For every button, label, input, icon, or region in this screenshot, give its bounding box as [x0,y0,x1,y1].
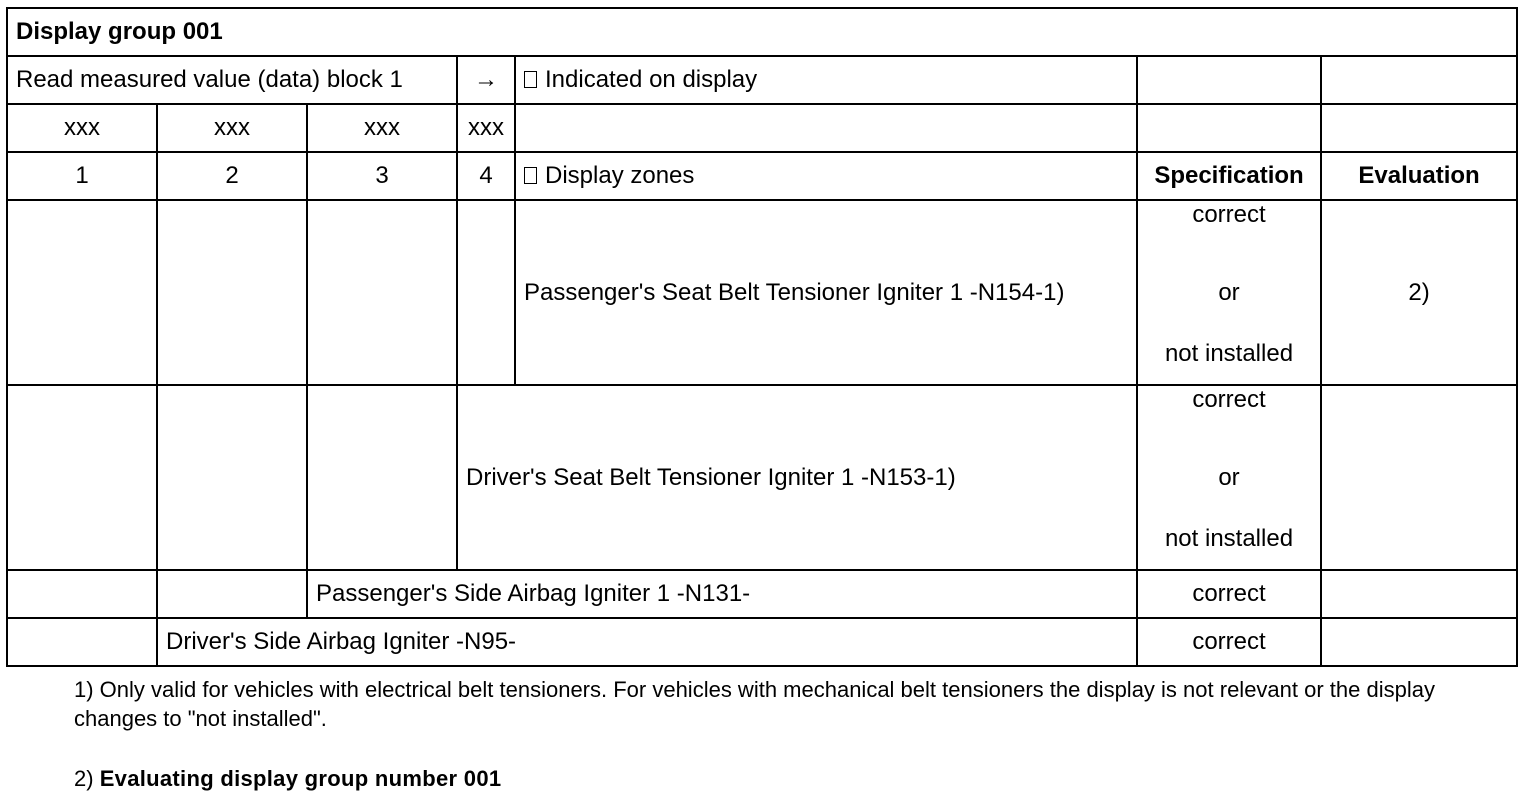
placeholder-2: xxx [157,104,307,152]
spec-value: not installed [1164,525,1294,552]
checkbox-square-icon [524,71,537,88]
display-zones-cell [515,152,1137,200]
table-row [7,200,1517,385]
checkbox-square-icon [524,167,537,184]
arrow-icon: → [457,56,515,104]
evaluation-cell [1321,570,1517,618]
footnote-2-ref: 2) [74,766,94,791]
table-title: Display group 001 [7,8,1517,56]
evaluation-cell [1321,385,1517,570]
component-name: Driver's Side Airbag Igniter -N95- [157,618,1137,666]
evaluation-header: Evaluation [1321,152,1517,200]
empty-cell [515,104,1137,152]
component-name: Driver's Seat Belt Tensioner Igniter 1 -N153-1) [457,385,1137,570]
specification-header: Specification [1137,152,1321,200]
table-row [7,570,1517,618]
display-group-table [6,7,1518,667]
display-zones-label: Display zones [545,162,695,189]
spec-value: correct [1192,386,1266,413]
indicated-label: Indicated on display [545,66,758,93]
spec-value: not installed [1164,340,1294,367]
empty-cell [1137,56,1321,104]
footnote-2-text: Evaluating display group number 001 [99,766,502,791]
placeholder-4: xxx [457,104,515,152]
zone-number-3: 3 [307,152,457,200]
zone-number-4: 4 [457,152,515,200]
spec-value: correct [1137,570,1321,618]
spec-value: correct [1192,201,1266,228]
specification-cell [1137,200,1321,385]
read-block-label: Read measured value (data) block 1 [7,56,457,104]
evaluation-cell: 2) [1321,200,1517,385]
zone-number-1: 1 [7,152,157,200]
spec-value: correct [1137,618,1321,666]
empty-cell [1321,104,1517,152]
spec-value: or [1218,279,1240,306]
placeholder-3: xxx [307,104,457,152]
footnote-2 [74,764,501,793]
zone-number-2: 2 [157,152,307,200]
empty-cell [1321,56,1517,104]
table-row [7,385,1517,570]
table-row [7,618,1517,666]
footnote-1: 1) Only valid for vehicles with electrical belt tensioners. For vehicles with mechanical belt tensioners the display is not relevant or the display changes to "not installed". [74,677,1435,731]
component-name: Passenger's Side Airbag Igniter 1 -N131- [307,570,1137,618]
empty-cell [1137,104,1321,152]
component-name: Passenger's Seat Belt Tensioner Igniter 1 -N154-1) [515,200,1137,385]
indicated-on-display-cell [515,56,1137,104]
specification-cell [1137,385,1321,570]
spec-value: or [1218,464,1240,491]
placeholder-1: xxx [7,104,157,152]
evaluation-cell [1321,618,1517,666]
